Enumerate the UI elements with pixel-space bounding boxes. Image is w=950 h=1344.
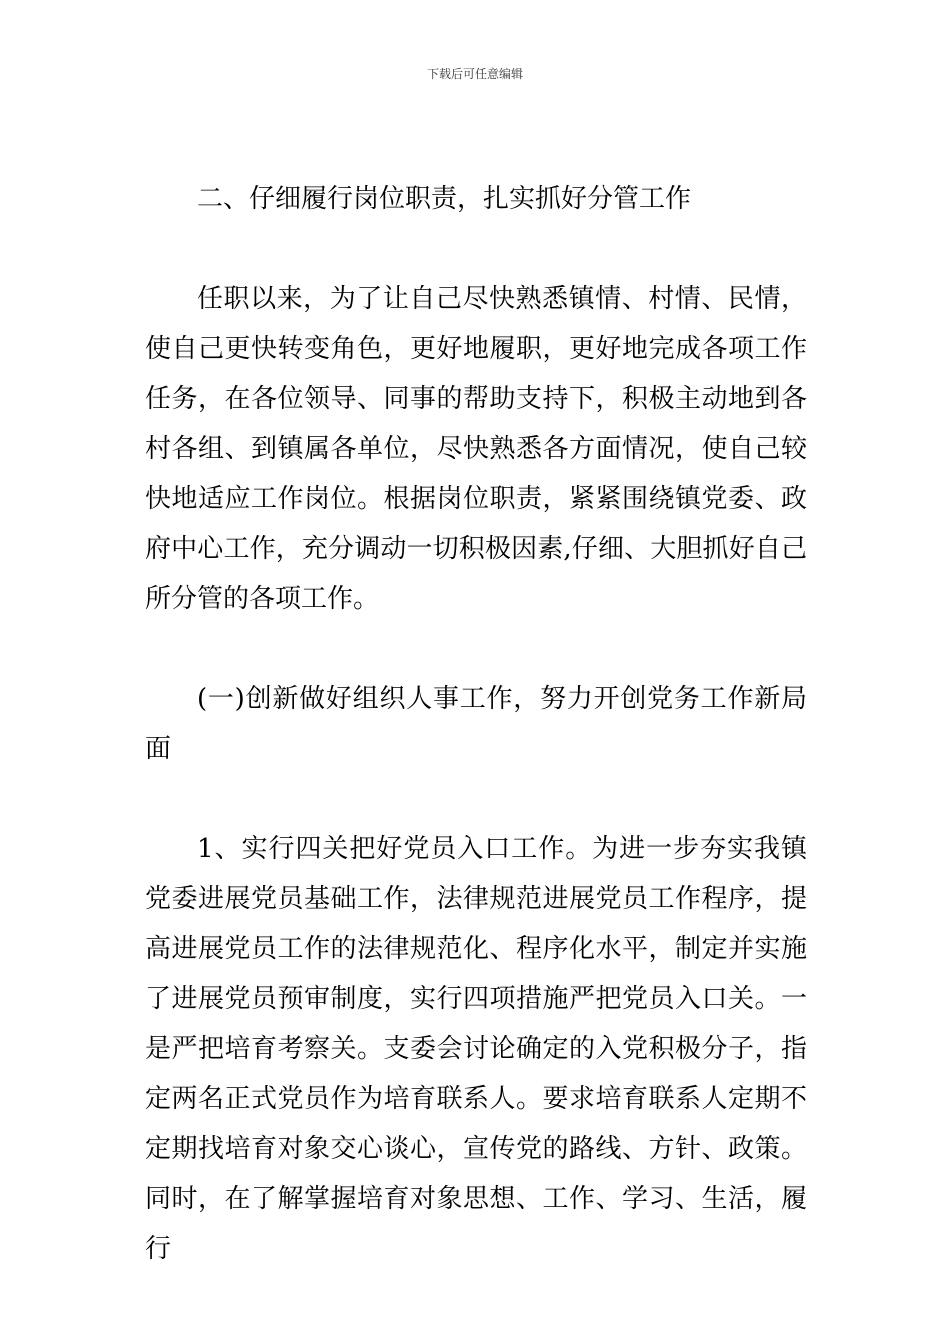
subsection-heading: (一)创新做好组织人事工作，努力开创党务工作新局面: [145, 684, 807, 764]
document-body: [145, 174, 807, 1274]
paragraph-gap: [145, 774, 807, 824]
intro-paragraph: 任职以来，为了让自己尽快熟悉镇情、村情、民情，使自己更快转变角色，更好地履职，更好地完成各项工作任务，在各位领导、同事的帮助支持下，积极主动地到各村各组、到镇属各单位，尽快熟悉各方面情况，使自己较快地适应工作岗位。根据岗位职责，紧紧围绕镇党委、政府中心工作，充分调动一切积极因素,仔细、大胆抓好自己所分管的各项工作。: [145, 284, 807, 614]
paragraph-gap: [145, 224, 807, 274]
paragraph-gap: [145, 624, 807, 674]
item-paragraph: 1、实行四关把好党员入口工作。为进一步夯实我镇党委进展党员基础工作，法律规范进展党员工作程序，提高进展党员工作的法律规范化、程序化水平，制定并实施了进展党员预审制度，实行四项措施严把党员入口关。一是严把培育考察关。支委会讨论确定的入党积极分子，指定两名正式党员作为培育联系人。要求培育联系人定期不定期找培育对象交心谈心，宣传党的路线、方针、政策。同时，在了解掌握培育对象思想、工作、学习、生活，履行: [145, 834, 807, 1264]
header-note: 下载后可任意编辑: [426, 67, 523, 81]
section-heading: 二、仔细履行岗位职责，扎实抓好分管工作: [197, 184, 692, 214]
